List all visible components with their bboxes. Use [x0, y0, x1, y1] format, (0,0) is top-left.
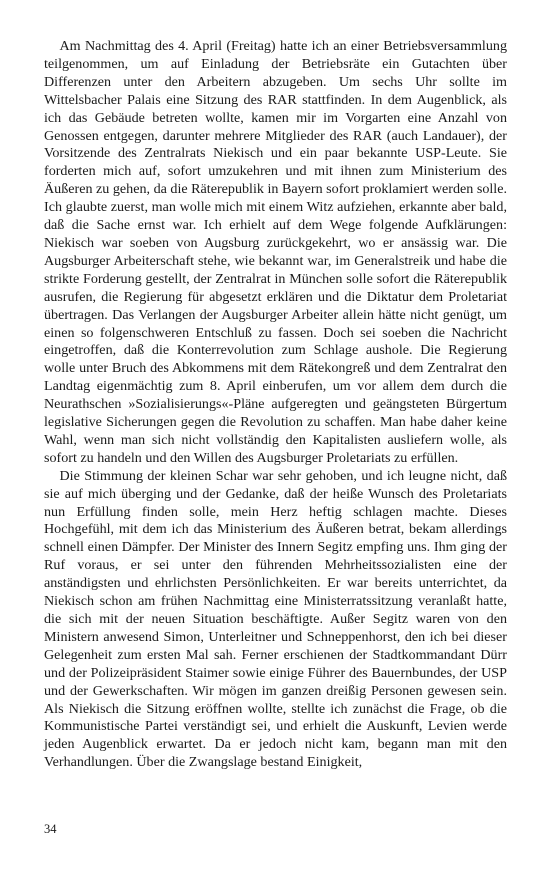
paragraph-1: Am Nachmittag des 4. April (Freitag) hatte ich an einer Betriebsversammlung teilgenommen, um auf Einladung der Betriebsräte ein Gutachten über Differenzen unter den Arbeitern abzugeben. Um sechs Uhr sollte im Wittelsbacher Palais eine Sitzung des RAR stattfinden. In dem Augenblick, als ich das Gebäude betreten wollte, kamen mir im Vorgarten eine Anzahl von Genossen entgegen, darunter mehrere Mitglieder des RAR (auch Landauer), der Vorsitzende des Zentralrats Niekisch und ein paar bekannte USP-Leute. Sie forderten mich auf, sofort umzukehren und mit ihnen zum Ministerium des Äußeren zu gehen, da die Räterepublik in Bayern sofort proklamiert werden solle. Ich glaubte zuerst, man wolle mich mit einem Witz aufziehen, erkannte aber bald, daß die Sache ernst war. Ich erhielt auf dem Wege folgende Aufklärungen: Niekisch war soeben von Augsburg zurückgekehrt, wo er ansässig war. Die Augsburger Arbeiterschaft stehe, wie bekannt war, im Generalstreik und habe die strikte Forderung gestellt, der Zentralrat in München solle sofort die Räterepublik ausrufen, die Regierung für abgesetzt erklären und die Diktatur dem Proletariat übertragen. Das Verlangen der Augsburger Arbeiter allein hätte nicht genügt, um einen so folgenschweren Entschluß zu fassen. Doch sei soeben die Nachricht eingetroffen, daß die Konterrevolution zum Schlage aushole. Die Regierung wolle unter Bruch des Abkommens mit dem Rätekongreß und dem Zentralrat den Landtag eigenmächtig zum 8. April einberufen, um vor allem dem durch die Neurathschen »Sozialisierungs«-Pläne aufgeregten und geängsteten Bürgertum legislative Sicherungen gegen die Revolution zu schaffen. Man habe daher keine Wahl, wenn man sich nicht vollständig den Kapitalisten ausliefern wolle, als sofort zu handeln und den Willen des Augsburger Proletariats zu erfüllen. [44, 38, 507, 466]
page-number: 34 [44, 822, 57, 836]
paragraph-2: Die Stimmung der kleinen Schar war sehr gehoben, und ich leugne nicht, daß sie auf mich überging und der Gedanke, daß der heiße Wunsch des Proletariats nun Erfüllung finden solle, mein Herz heftig schlagen machte. Dieses Hochgefühl, mit dem ich das Ministerium des Äußeren betrat, bekam allerdings schnell einen Dämpfer. Der Minister des Innern Segitz empfing uns. Ihm ging der Ruf voraus, er sei unter den führenden Mehrheitssozialisten eine der anständigsten und ehrlichsten Persönlichkeiten. Er war bereits unterrichtet, da Niekisch schon am frühen Nachmittag eine Ministerratssitzung veranlaßt hatte, die sich mit der neuen Situation beschäftigte. Außer Segitz waren von den Ministern anwesend Simon, Unterleitner und Schneppenhorst, den ich bei dieser Gelegenheit zum ersten Mal sah. Ferner erschienen der Stadtkommandant Dürr und der Polizeipräsident Staimer sowie einige Führer des Bauernbundes, der USP und der Gewerkschaften. Wir mögen im ganzen dreißig Personen gewesen sein. Als Niekisch die Sitzung eröffnen wollte, stellte ich zunächst die Frage, ob die Kommunistische Partei verständigt sei, und erhielt die Auskunft, Levien werde jeden Augenblick erwartet. Da er jedoch nicht kam, begann man mit den Verhandlungen. Über die Zwangslage bestand Einigkeit, [44, 467, 507, 771]
page-body-text [44, 38, 507, 772]
